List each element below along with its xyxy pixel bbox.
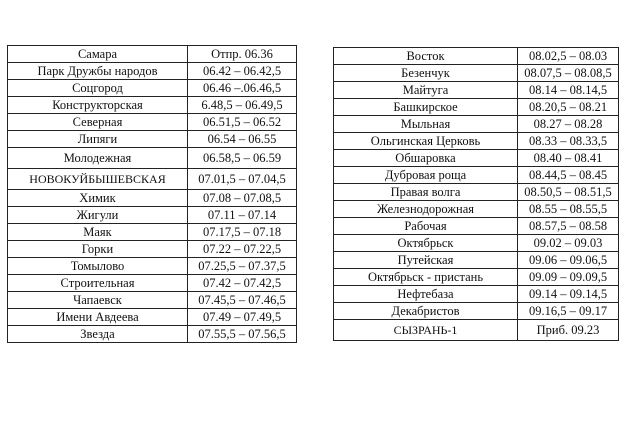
station-name-cell: Октябрьск: [334, 235, 518, 252]
table-row: [8, 131, 297, 148]
time-cell: 08.33 – 08.33,5: [518, 133, 619, 150]
station-name-cell: Октябрьск - пристань: [334, 269, 518, 286]
table-row: [334, 116, 619, 133]
time-cell: 07.01,5 – 07.04,5: [188, 169, 297, 190]
station-name-cell: Рабочая: [334, 218, 518, 235]
time-cell: 07.25,5 – 07.37,5: [188, 258, 297, 275]
station-name-cell: Правая волга: [334, 184, 518, 201]
table-row: [334, 269, 619, 286]
time-cell: 08.27 – 08.28: [518, 116, 619, 133]
time-cell: 08.50,5 – 08.51,5: [518, 184, 619, 201]
schedule-table-right: [333, 47, 619, 341]
time-cell: 07.11 – 07.14: [188, 207, 297, 224]
table-row: [334, 235, 619, 252]
time-cell: 09.09 – 09.09,5: [518, 269, 619, 286]
schedule-table-left-body: [8, 46, 297, 343]
time-cell: 07.22 – 07.22,5: [188, 241, 297, 258]
station-name-cell: Липяги: [8, 131, 188, 148]
station-name-cell: Строительная: [8, 275, 188, 292]
table-row: [334, 320, 619, 341]
time-cell: 08.57,5 – 08.58: [518, 218, 619, 235]
time-cell: 09.14 – 09.14,5: [518, 286, 619, 303]
time-cell: 08.14 – 08.14,5: [518, 82, 619, 99]
time-cell: 06.46 –.06.46,5: [188, 80, 297, 97]
time-cell: 08.44,5 – 08.45: [518, 167, 619, 184]
station-name-cell: Путейская: [334, 252, 518, 269]
table-row: [334, 99, 619, 116]
table-row: [334, 303, 619, 320]
station-name-cell: Майтуга: [334, 82, 518, 99]
station-name-cell: Чапаевск: [8, 292, 188, 309]
table-row: [334, 218, 619, 235]
station-name-cell: Конструкторская: [8, 97, 188, 114]
table-row: [334, 201, 619, 218]
table-row: [8, 97, 297, 114]
table-row: [8, 258, 297, 275]
table-row: [334, 48, 619, 65]
station-name-cell: Молодежная: [8, 148, 188, 169]
table-row: [8, 207, 297, 224]
station-name-cell: Имени Авдеева: [8, 309, 188, 326]
time-cell: 07.17,5 – 07.18: [188, 224, 297, 241]
station-name-cell: Маяк: [8, 224, 188, 241]
time-cell: 09.16,5 – 09.17: [518, 303, 619, 320]
table-row: [8, 114, 297, 131]
table-row: [334, 184, 619, 201]
station-name-cell: Химик: [8, 190, 188, 207]
time-cell: 06.54 – 06.55: [188, 131, 297, 148]
time-cell: 08.02,5 – 08.03: [518, 48, 619, 65]
station-name-cell: Безенчук: [334, 65, 518, 82]
time-cell: 09.02 – 09.03: [518, 235, 619, 252]
table-row: [334, 65, 619, 82]
table-row: [8, 224, 297, 241]
time-cell: Приб. 09.23: [518, 320, 619, 341]
table-row: [334, 82, 619, 99]
table-row: [8, 46, 297, 63]
station-name-cell: Звезда: [8, 326, 188, 343]
time-cell: 07.49 – 07.49,5: [188, 309, 297, 326]
table-row: [8, 148, 297, 169]
time-cell: 08.40 – 08.41: [518, 150, 619, 167]
time-cell: 07.42 – 07.42,5: [188, 275, 297, 292]
station-name-cell: Самара: [8, 46, 188, 63]
time-cell: 06.42 – 06.42,5: [188, 63, 297, 80]
station-name-cell: Нефтебаза: [334, 286, 518, 303]
time-cell: 06.51,5 – 06.52: [188, 114, 297, 131]
table-row: [8, 169, 297, 190]
station-name-cell: Обшаровка: [334, 150, 518, 167]
station-name-cell: Томылово: [8, 258, 188, 275]
table-row: [334, 252, 619, 269]
station-name-cell: Соцгород: [8, 80, 188, 97]
table-row: [8, 241, 297, 258]
table-row: [334, 150, 619, 167]
time-cell: Отпр. 06.36: [188, 46, 297, 63]
table-row: [8, 80, 297, 97]
schedule-table-right-body: [334, 48, 619, 341]
time-cell: 07.08 – 07.08,5: [188, 190, 297, 207]
table-row: [8, 63, 297, 80]
station-name-cell: Декабристов: [334, 303, 518, 320]
station-name-cell: Жигули: [8, 207, 188, 224]
station-name-cell: Горки: [8, 241, 188, 258]
time-cell: 09.06 – 09.06,5: [518, 252, 619, 269]
station-name-cell: Северная: [8, 114, 188, 131]
station-name-cell: Железнодорожная: [334, 201, 518, 218]
table-row: [8, 309, 297, 326]
time-cell: 08.20,5 – 08.21: [518, 99, 619, 116]
station-name-cell: Дубровая роща: [334, 167, 518, 184]
station-name-cell: Парк Дружбы народов: [8, 63, 188, 80]
station-name-cell: СЫЗРАНЬ-1: [334, 320, 518, 341]
time-cell: 07.45,5 – 07.46,5: [188, 292, 297, 309]
time-cell: 07.55,5 – 07.56,5: [188, 326, 297, 343]
time-cell: 08.55 – 08.55,5: [518, 201, 619, 218]
table-row: [8, 326, 297, 343]
schedule-table-left: [7, 45, 297, 343]
station-name-cell: НОВОКУЙБЫШЕВСКАЯ: [8, 169, 188, 190]
station-name-cell: Ольгинская Церковь: [334, 133, 518, 150]
table-row: [334, 133, 619, 150]
table-row: [8, 292, 297, 309]
station-name-cell: Башкирское: [334, 99, 518, 116]
time-cell: 6.48,5 – 06.49,5: [188, 97, 297, 114]
table-row: [8, 275, 297, 292]
time-cell: 06.58,5 – 06.59: [188, 148, 297, 169]
station-name-cell: Восток: [334, 48, 518, 65]
time-cell: 08.07,5 – 08.08,5: [518, 65, 619, 82]
station-name-cell: Мыльная: [334, 116, 518, 133]
table-row: [8, 190, 297, 207]
table-row: [334, 286, 619, 303]
table-row: [334, 167, 619, 184]
